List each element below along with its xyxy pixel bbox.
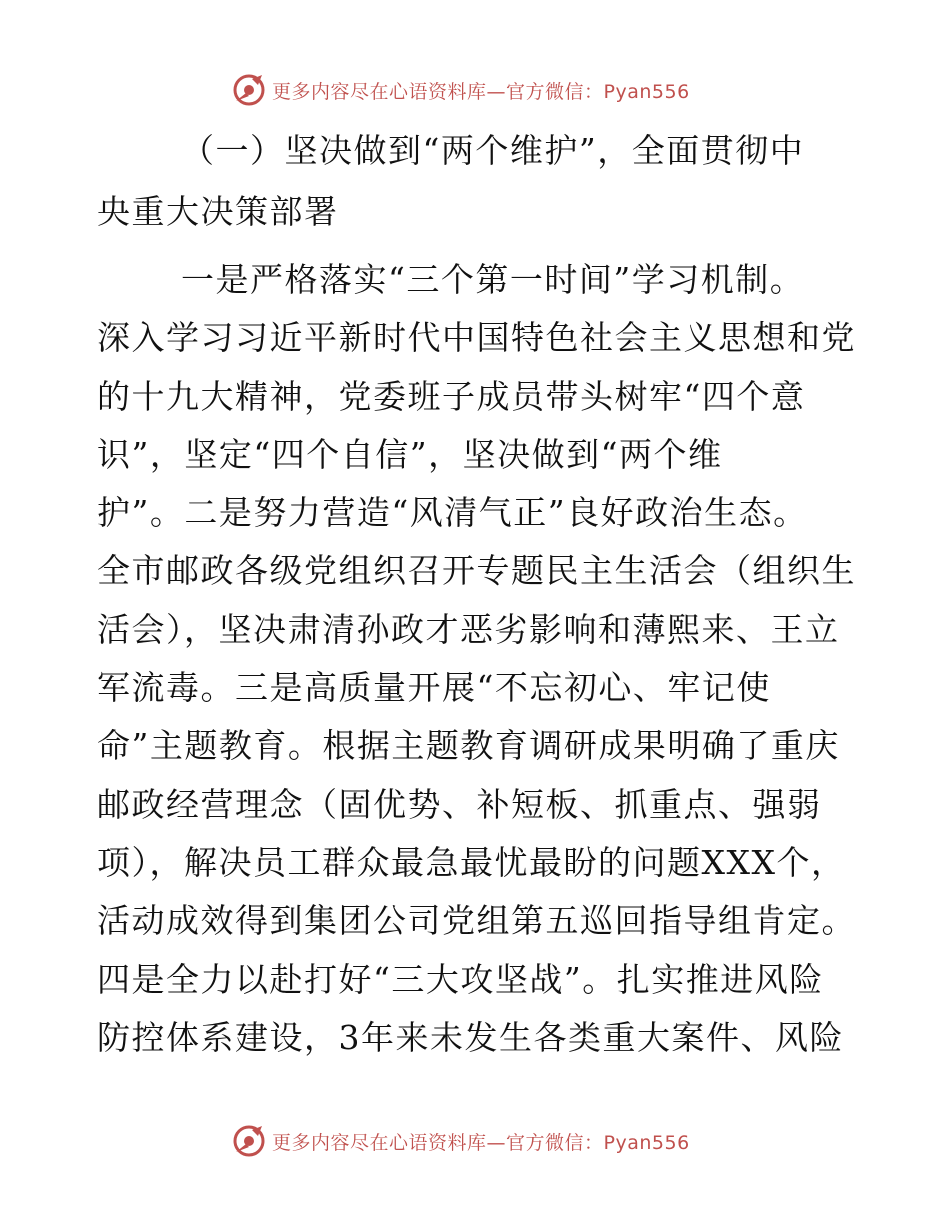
section-heading <box>97 120 853 242</box>
body-line: 全市邮政各级党组织召开专题民主生活会（组织生 <box>97 551 856 591</box>
body-line: 防控体系建设，3年来未发生各类重大案件、风险 <box>97 1017 844 1057</box>
pen-circle-icon <box>232 1124 266 1158</box>
body-line: 军流毒。三是高质量开展“不忘初心、牢记使 <box>97 668 771 708</box>
body-line: 活动成效得到集团公司党组第五巡回指导组肯定。 <box>97 901 856 941</box>
body-line: 护”。二是努力营造“风清气正”良好政治生态。 <box>97 493 808 533</box>
heading-line: 央重大决策部署 <box>97 192 339 231</box>
pen-circle-icon <box>232 73 266 107</box>
body-paragraph <box>97 251 857 1067</box>
body-line: 项），解决员工群众最急最忧最盼的问题XXX个， <box>97 842 846 882</box>
watermark-wechat-id: Pyan556 <box>603 80 690 103</box>
watermark-text: 更多内容尽在心语资料库—官方微信：Pyan556 <box>272 1131 690 1154</box>
heading-line: （一）坚决做到“两个维护”，全面贯彻中 <box>181 131 805 170</box>
body-line: 四是全力以赴打好“三大攻坚战”。扎实推进风险 <box>97 959 824 999</box>
body-line: 活会），坚决肃清孙政才恶劣影响和薄熙来、王立 <box>97 609 840 649</box>
body-line: 的十九大精神，党委班子成员带头树牢“四个意 <box>97 376 806 416</box>
body-line: 命”主题教育。根据主题教育调研成果明确了重庆 <box>97 726 840 766</box>
body-line: 识”，坚定“四个自信”，坚决做到“两个维 <box>97 434 723 474</box>
body-line: 深入学习习近平新时代中国特色社会主义思想和党 <box>97 318 856 358</box>
watermark-wechat-id: Pyan556 <box>603 1131 690 1154</box>
watermark-text: 更多内容尽在心语资料库—官方微信：Pyan556 <box>272 80 690 103</box>
footer-watermark <box>232 1124 690 1158</box>
header-watermark <box>232 73 690 107</box>
body-line: 邮政经营理念（固优势、补短板、抓重点、强弱 <box>97 784 822 824</box>
body-line: 一是严格落实“三个第一时间”学习机制。 <box>181 260 805 299</box>
